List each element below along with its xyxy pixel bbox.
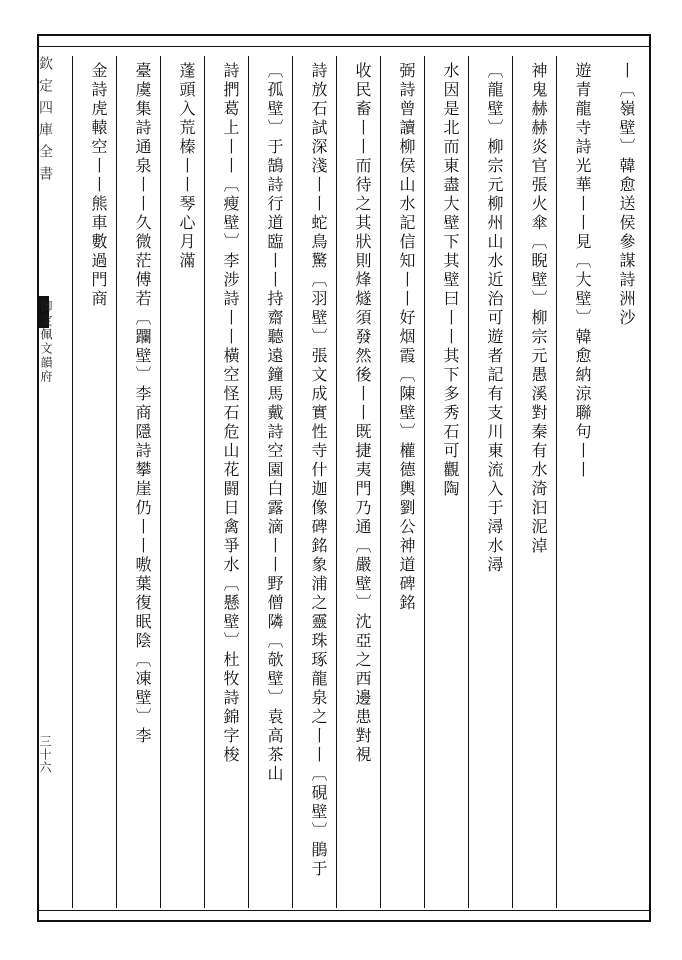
column-text: 蓬頭入荒榛丨丨琴心月滿 bbox=[177, 62, 196, 271]
text-column bbox=[600, 56, 644, 908]
column-text: 詩放石試深淺丨丨蛇鳥驚〔羽壁〕張文成實性寺什迦像碑銘象浦之靈珠琢龍泉之丨丨〔硯壁〕鵑于 bbox=[309, 62, 328, 879]
column-text: 臺虞集詩通泉丨丨久微茫傅若〔躝壁〕李商隱詩攀崖仍丨丨嗷葉復眠陰〔凍壁〕李 bbox=[133, 62, 152, 746]
top-rule bbox=[37, 46, 651, 47]
text-column bbox=[424, 56, 468, 908]
column-text: 遊青龍寺詩光華丨丨見〔大壁〕韓愈納涼聯句丨丨 bbox=[573, 62, 592, 480]
column-text: 〔龍壁〕柳宗元柳州山水近治可遊者記有支川東流入于潯水潯 bbox=[485, 62, 504, 575]
text-column bbox=[248, 56, 292, 908]
text-column bbox=[160, 56, 204, 908]
text-column bbox=[292, 56, 336, 908]
column-text: 丨〔嶺壁〕韓愈送侯參謀詩洲沙 bbox=[617, 62, 636, 328]
text-column bbox=[556, 56, 600, 908]
column-text: 〔孤壁〕于鵠詩行道臨丨丨持齋聽遠鐘馬戴詩空園白露滴丨丨野僧隣〔欹壁〕袁高茶山 bbox=[265, 62, 284, 784]
column-text: 收民畜丨丨而待之其狀則烽燧須發然後丨丨既捷夷門乃通〔嚴壁〕沈亞之西邊患對視 bbox=[353, 62, 372, 765]
text-column bbox=[204, 56, 248, 908]
column-text: 詩捫葛上丨丨〔瘦壁〕李涉詩丨丨橫空怪石危山花闘日禽爭水〔懸壁〕杜牧詩錦字梭 bbox=[221, 62, 240, 765]
bottom-rule bbox=[37, 910, 651, 911]
margin-book-title: 御定佩文韻府 bbox=[39, 300, 53, 384]
text-column bbox=[512, 56, 556, 908]
text-column bbox=[468, 56, 512, 908]
column-text: 弼詩曾讀柳侯山水記信知丨丨好烟霞〔陳壁〕權德輿劉公神道碑銘 bbox=[397, 62, 416, 613]
text-column bbox=[380, 56, 424, 908]
margin-series-title: 欽定四庫全書 bbox=[37, 56, 53, 188]
column-text: 水因是北而東盡大壁下其壁曰丨丨其下多秀石可觀陶 bbox=[441, 62, 460, 499]
text-column bbox=[116, 56, 160, 908]
text-column bbox=[72, 56, 116, 908]
text-column bbox=[336, 56, 380, 908]
column-text: 金詩虎轅空丨丨熊車數過門商 bbox=[89, 62, 108, 309]
column-text: 神鬼赫赫炎官張火傘〔睨壁〕柳宗元愚溪對秦有水渏汩泥淖 bbox=[529, 62, 548, 556]
page-number: 三十六 bbox=[38, 735, 52, 774]
